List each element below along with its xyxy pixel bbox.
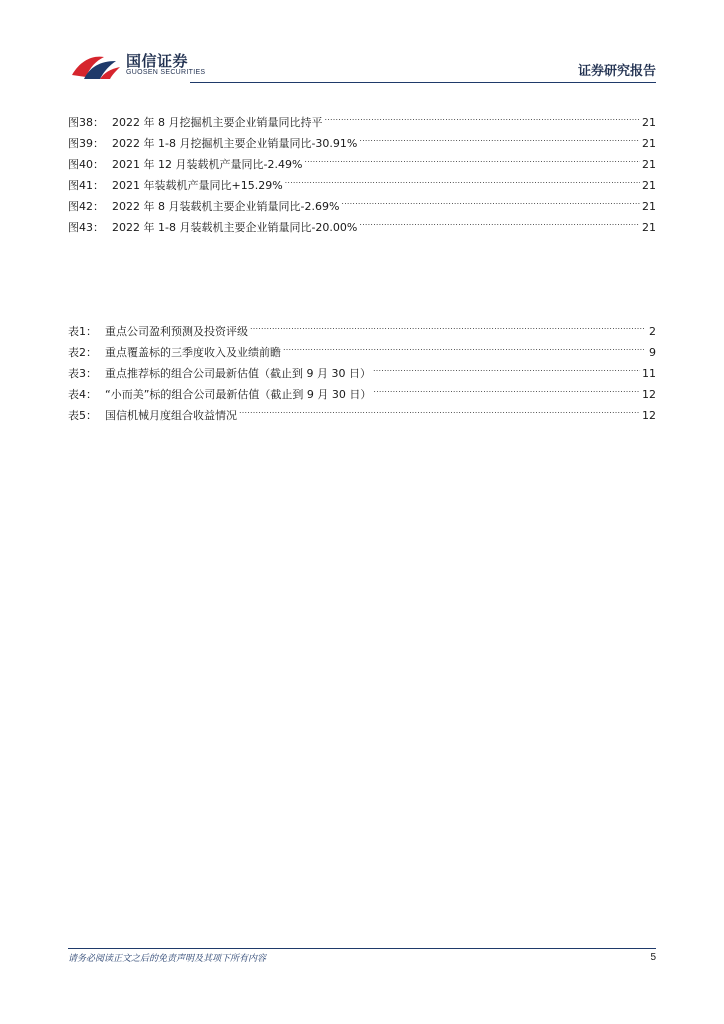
guosen-logo-icon (70, 51, 122, 81)
guosen-logo (68, 48, 228, 82)
toc-dot-leader (359, 126, 640, 147)
toc-entry-title: “小而美”标的组合公司最新估值（截止到 9 月 30 日） (105, 388, 372, 401)
toc-entry-label: 表3： (68, 367, 97, 380)
page-header (68, 48, 656, 84)
toc-entry-page: 21 (642, 158, 656, 171)
toc-entry-label: 表5： (68, 409, 97, 422)
toc-entry-page: 12 (642, 388, 656, 401)
toc-dot-leader (359, 210, 640, 231)
toc-entry-title: 2021 年 12 月装载机产量同比-2.49% (112, 158, 303, 171)
toc-dot-leader (239, 398, 640, 419)
toc-entry-title: 2021 年装载机产量同比+15.29% (112, 179, 283, 192)
toc-entry-label: 图41： (68, 179, 104, 192)
toc-entry-title: 2022 年 8 月挖掘机主要企业销量同比持平 (112, 116, 323, 129)
toc-dot-leader (304, 147, 640, 168)
table-list (68, 314, 656, 422)
toc-dot-leader (283, 335, 644, 356)
toc-entry-page: 21 (642, 137, 656, 150)
toc-dot-leader (250, 314, 644, 335)
toc-entry-label: 表1： (68, 325, 97, 338)
toc-dot-leader (341, 189, 640, 210)
toc-entry-page: 21 (642, 179, 656, 192)
figure-list (68, 105, 656, 234)
toc-dot-leader (324, 105, 640, 126)
toc-entry-title: 国信机械月度组合收益情况 (105, 409, 237, 422)
toc-dot-leader (285, 168, 640, 189)
header-divider (190, 82, 656, 83)
toc-entry-label: 表2： (68, 346, 97, 359)
toc-dot-leader (373, 377, 640, 398)
toc-entry-title: 2022 年 1-8 月装载机主要企业销量同比-20.00% (112, 221, 358, 234)
report-type-label: 证券研究报告 (577, 64, 656, 79)
toc-entry-label: 图38： (68, 116, 104, 129)
toc-entry-title: 2022 年 8 月装载机主要企业销量同比-2.69% (112, 200, 340, 213)
toc-entry-label: 图39： (68, 137, 104, 150)
toc-entry-page: 2 (649, 325, 656, 338)
toc-entry-label: 表4： (68, 388, 97, 401)
toc-entry-page: 12 (642, 409, 656, 422)
toc-entry-title: 2022 年 1-8 月挖掘机主要企业销量同比-30.91% (112, 137, 358, 150)
toc-entry-page: 9 (649, 346, 656, 359)
toc-entry-label: 图43： (68, 221, 104, 234)
toc-entry-title: 重点推荐标的组合公司最新估值（截止到 9 月 30 日） (105, 367, 371, 380)
page-number: 5 (650, 952, 656, 963)
logo-english-text: GUOSEN SECURITIES (126, 69, 206, 76)
footer-divider (68, 948, 656, 949)
toc-entry-page: 21 (642, 221, 656, 234)
toc-entry-table-1[interactable] (68, 314, 656, 338)
toc-entry-label: 图40： (68, 158, 104, 171)
toc-entry-page: 21 (642, 116, 656, 129)
logo-chinese-text: 国信证券 (126, 52, 189, 70)
toc-entry-figure-38[interactable] (68, 105, 656, 129)
toc-entry-page: 21 (642, 200, 656, 213)
toc-entry-title: 重点公司盈利预测及投资评级 (105, 325, 248, 338)
toc-entry-title: 重点覆盖标的三季度收入及业绩前瞻 (105, 346, 281, 359)
toc-dot-leader (373, 356, 640, 377)
toc-entry-page: 11 (642, 367, 656, 380)
footer-disclaimer: 请务必阅读正文之后的免责声明及其项下所有内容 (68, 954, 267, 964)
toc-entry-label: 图42： (68, 200, 104, 213)
